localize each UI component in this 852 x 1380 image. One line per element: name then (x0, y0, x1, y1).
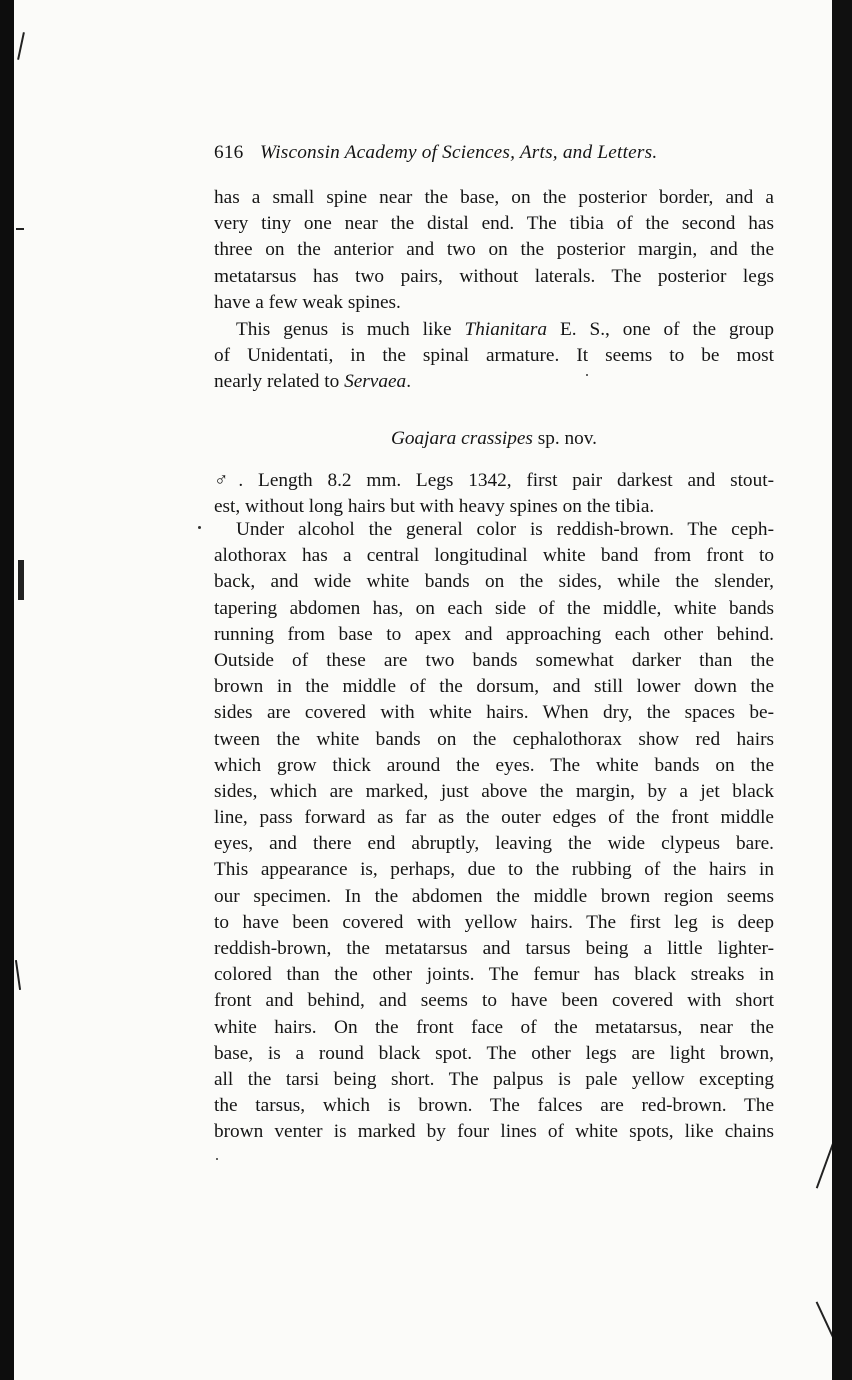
text-run: E. S., one of the group (547, 319, 774, 340)
scan-mark (15, 960, 21, 990)
text-line: back, and wide white bands on the sides, while the slender, (214, 571, 774, 593)
page-number: 616 (214, 142, 244, 163)
paragraph-3 (214, 468, 774, 520)
text-line: reddish-brown, the metatarsus and tarsus being a little lighter- (214, 938, 774, 959)
text-line: our specimen. In the abdomen the middle brown region seems (214, 885, 774, 907)
text-line: alothorax has a central longitudinal white band from front to (214, 545, 774, 567)
text-line: This appearance is, perhaps, due to the rubbing of the hairs in (214, 859, 774, 881)
scan-mark (816, 1131, 832, 1188)
paragraph-1 (214, 185, 774, 316)
running-title: Wisconsin Academy of Sciences, Arts, and Letters. (260, 142, 658, 163)
paragraph-4 (214, 517, 774, 1146)
scan-mark (16, 228, 24, 230)
book-page (14, 0, 832, 1380)
text-line: very tiny one near the distal end. The tibia of the second has (214, 213, 774, 235)
text-line (214, 369, 774, 395)
text-line: to have been covered with yellow hairs. The first leg is deep (214, 911, 774, 933)
text-line: eyes, and there end abruptly, leaving the wide clypeus bare. (214, 833, 774, 855)
text-line: Outside of these are two bands somewhat darker than the (214, 649, 774, 671)
text-line: front and behind, and seems to have been covered with short (214, 990, 774, 1012)
text-line: metatarsus has two pairs, without laterals. The posterior legs (214, 265, 774, 287)
text-line: tapering abdomen has, on each side of the middle, white bands (214, 597, 774, 619)
scan-right-edge (832, 0, 852, 1380)
text-run: . (406, 371, 412, 393)
text-line: brown in the middle of the dorsum, and still lower down the (214, 676, 774, 698)
text-run: nearly related to (214, 371, 345, 393)
text-line: sides, which are marked, just above the margin, by a jet black (214, 780, 774, 802)
ink-speck (586, 374, 588, 376)
genus-name: Servaea (344, 371, 407, 393)
text-line: all the tarsi being short. The palpus is pale yellow excepting (214, 1068, 774, 1090)
text-line: the tarsus, which is brown. The falces are red-brown. The (214, 1095, 774, 1117)
text-line: have a few weak spines. (214, 291, 401, 313)
text-line: colored than the other joints. The femur has black streaks in (214, 964, 774, 986)
text-run: This genus is much like (236, 319, 465, 340)
text-line: ♂. Length 8.2 mm. Legs 1342, first pair darkest and stout- (214, 470, 774, 491)
scan-mark (18, 560, 24, 600)
running-head (214, 140, 774, 166)
text-line: brown venter is marked by four lines of white spots, like chains (214, 1121, 774, 1143)
text-line (214, 317, 774, 343)
species-name: Goajara crassipes (390, 428, 533, 449)
text-line: tween the white bands on the cephalothorax show red hairs (214, 728, 774, 750)
text-line: white hairs. On the front face of the metatarsus, near the (214, 1016, 774, 1038)
text-line: has a small spine near the base, on the posterior border, and a (214, 187, 774, 208)
genus-name: Thianitara (464, 319, 548, 340)
species-heading (214, 426, 774, 452)
ink-speck (198, 526, 201, 529)
text-line: running from base to apex and approaching each other behind. (214, 623, 774, 645)
text-line: sides are covered with white hairs. When dry, the spaces be- (214, 702, 774, 724)
paragraph-2 (214, 317, 774, 396)
text-line: Under alcohol the general color is reddish-brown. The ceph- (236, 519, 774, 540)
text-line: three on the anterior and two on the posterior margin, and the (214, 239, 774, 261)
text-line: base, is a round black spot. The other legs are light brown, (214, 1042, 774, 1064)
text-line: which grow thick around the eyes. The white bands on the (214, 754, 774, 776)
text-line: line, pass forward as far as the outer edges of the front middle (214, 807, 774, 829)
species-suffix: sp. nov. (532, 428, 598, 449)
scan-mark (17, 32, 25, 60)
scan-left-edge (0, 0, 14, 1380)
text-line: est, without long hairs but with heavy spines on the tibia. (214, 496, 655, 518)
scan-mark (816, 1301, 832, 1338)
text-line: of Unidentati, in the spinal armature. It seems to be most (214, 345, 774, 367)
ink-speck (216, 1158, 218, 1160)
